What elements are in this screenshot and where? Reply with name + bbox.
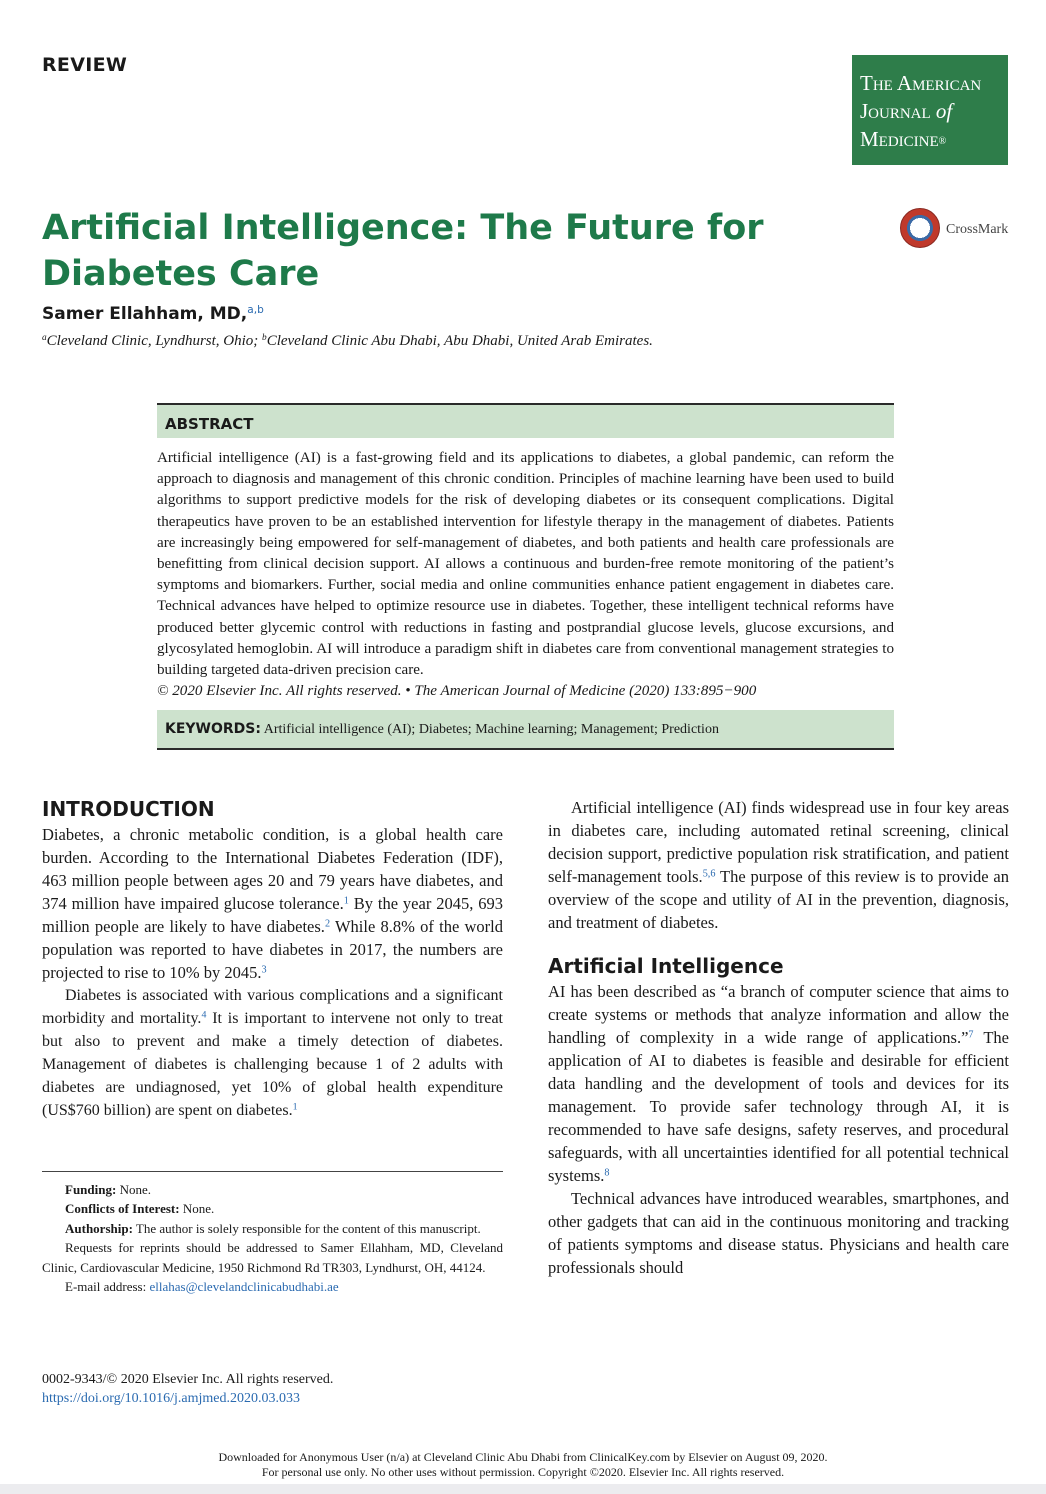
article-title: Artificial Intelligence: The Future for Diabetes Care — [42, 208, 764, 294]
journal-logo-of: of — [935, 99, 953, 123]
introduction-paragraph-2 — [42, 984, 503, 1122]
introduction-heading: INTRODUCTION — [42, 797, 215, 821]
conflicts-label: Conflicts of Interest: — [65, 1201, 180, 1217]
download-notice-line-2: For personal use only. No other uses without permission. Copyright ©2020. Elsevier Inc. All rights reserved. — [261, 1465, 785, 1479]
introduction-paragraph-1 — [42, 823, 503, 984]
email-label: E-mail address: — [65, 1279, 150, 1295]
citation-link[interactable]: 4 — [201, 1009, 207, 1021]
journal-logo-line-3: Medicine — [860, 127, 939, 151]
citation-link[interactable]: 3 — [261, 964, 267, 976]
author-affiliation-marks[interactable]: a,b — [247, 304, 264, 317]
affiliation-b: Cleveland Clinic Abu Dhabi, Abu Dhabi, United Arab Emirates. — [266, 333, 653, 349]
citation-link[interactable]: 7 — [968, 1029, 974, 1041]
journal-logo-line-1: The American — [860, 71, 982, 95]
crossmark-label: CrossMark — [946, 222, 1009, 237]
authorship-label: Authorship: — [65, 1220, 133, 1236]
text-run: The application of AI to diabetes is feasible and desirable for efficient data handling and the development of tools and devices for its management. To provide safer technology through AI, it is recommended to have safe designs, safety reserves, and procedural safeguards, with all uncertainties identified for all potential technical systems. — [548, 1028, 1009, 1185]
citation-link[interactable]: 1 — [292, 1101, 298, 1113]
registered-mark: ® — [938, 136, 947, 147]
citation-link[interactable]: 1 — [343, 895, 349, 907]
keywords-list: Artificial intelligence (AI); Diabetes; Machine learning; Management; Prediction — [263, 722, 719, 738]
author-name: Samer Ellahham, MD, — [42, 304, 248, 324]
abstract-copyright: © 2020 Elsevier Inc. All rights reserved. • The American Journal of Medicine (2020) 133:895−900 — [157, 683, 757, 700]
abstract-text: Artificial intelligence (AI) is a fast-growing field and its applications to diabetes, a global pandemic, can reform the approach to diagnosis and management of this chronic condition. Principles of machine learning have been used to build algorithms to support predictive models for the risk of developing diabetes or its consequent complications. Digital therapeutics have proven to be an established intervention for lifestyle therapy in the management of diabetes. Patients are increasingly being empowered for self-management of diabetes, and both patients and health care professionals are benefitting from clinical decision support. AI allows a continuous and burden-free remote monitoring of the patient’s symptoms and biomarkers. Further, social media and online communities enhance patient engagement in diabetes care. Technical advances have helped to optimize resource use in diabetes. Together, these intelligent technical reforms have produced better glycemic control with reductions in fasting and postprandial glucose levels, glucose excursions, and glycosylated hemoglobin. AI will introduce a paradigm shift in diabetes care from conventional management strategies to building targeted data-driven precision care. — [157, 450, 894, 679]
ai-paragraph-1 — [548, 980, 1009, 1187]
affiliation-mark-a: a — [42, 332, 47, 343]
ai-paragraph-2: Technical advances have introduced wearables, smartphones, and other gadgets that can aid in the continuous monitoring and tracking of patients symptoms and disease status. Physicians and health care professionals should — [548, 1189, 1009, 1277]
text-run: Artificial intelligence (AI) finds widespread use in four key areas in diabetes care, including automated retinal screening, clinical decision support, predictive population risk stratification, and patient self-management tools. — [548, 798, 1009, 886]
authorship-value: The author is solely responsible for the content of this manuscript. — [132, 1220, 481, 1236]
text-run: The purpose of this review is to provide an overview of the scope and utility of AI in the prevention, diagnosis, and treatment of diabetes. — [548, 867, 1009, 932]
affiliation-a: Cleveland Clinic, Lyndhurst, Ohio; — [46, 333, 263, 349]
right-column — [548, 796, 1009, 1279]
authorship-note — [42, 1219, 503, 1238]
issn-line: 0002-9343/© 2020 Elsevier Inc. All rights reserved. — [42, 1372, 334, 1387]
footnote-divider — [42, 1171, 503, 1172]
funding-label: Funding: — [65, 1182, 117, 1197]
journal-logo-line-2: Journal — [860, 99, 931, 123]
funding-value: None. — [116, 1182, 151, 1197]
affiliations — [42, 333, 653, 350]
funding-note — [42, 1180, 503, 1199]
crossmark-badge[interactable] — [900, 208, 1020, 252]
left-column — [42, 796, 503, 1122]
email-link[interactable]: ellahas@clevelandclinicabudhabi.ae — [149, 1279, 339, 1295]
keywords-bar — [157, 710, 894, 750]
email-note — [42, 1277, 503, 1296]
abstract-heading: ABSTRACT — [157, 403, 894, 438]
text-run: Diabetes is associated with various complications and a significant morbidity and mortality. — [42, 987, 503, 1027]
download-notice — [0, 1450, 1046, 1480]
download-notice-line-1: Downloaded for Anonymous User (n/a) at Cleveland Clinic Abu Dhabi from ClinicalKey.com by Elsevier on August 09, 2020. — [218, 1450, 828, 1464]
text-run: It is important to intervene not only to treat but also to prevent and make a timely detection of diabetes. Management of diabetes is challenging because 1 of 2 adults with diabetes are undiagnosed, yet 10% of global health expenditure (US$760 billion) are spent on diabetes. — [42, 1010, 503, 1119]
text-run: Diabetes, a chronic metabolic condition, is a global health care burden. According to the International Diabetes Federation (IDF), 463 million people between ages 20 and 79 years have diabetes, and 374 million have impaired glucose tolerance. — [42, 825, 503, 913]
journal-logo — [852, 55, 1008, 165]
text-run: AI has been described as “a branch of computer science that aims to create systems or methods that analyze information and allow the handling of complexity in a wide range of applications.” — [548, 982, 1009, 1047]
conflicts-note — [42, 1199, 503, 1218]
citation-link[interactable]: 5,6 — [702, 868, 716, 880]
conflicts-value: None. — [179, 1201, 215, 1217]
text-run: By the year 2045, 693 million people are likely to have diabetes. — [42, 894, 503, 936]
ai-section-heading: Artificial Intelligence — [548, 954, 784, 978]
crossmark-icon — [900, 208, 940, 248]
doi-link[interactable]: https://doi.org/10.1016/j.amjmed.2020.03.033 — [42, 1391, 300, 1406]
abstract-box — [157, 403, 894, 750]
citation-link[interactable]: 2 — [324, 918, 331, 930]
article-type-label: REVIEW — [42, 54, 128, 76]
viewer-bottom-bar — [0, 1484, 1046, 1494]
reprints-note: Requests for reprints should be addressed to Samer Ellahham, MD, Cleveland Clinic, Cardiovascular Medicine, 1950 Richmond Rd TR303, Lyndhurst, OH, 44124. — [42, 1240, 503, 1275]
citation-link[interactable]: 8 — [604, 1167, 610, 1179]
text-run: While 8.8% of the world population was reported to have diabetes in 2017, the numbers are projected to rise to 10% by 2045. — [42, 917, 503, 982]
right-paragraph-1 — [548, 796, 1009, 934]
author-line — [42, 304, 264, 324]
keywords-label: KEYWORDS: — [165, 721, 261, 738]
affiliation-mark-b: b — [262, 332, 267, 343]
publication-info — [42, 1370, 333, 1408]
footnotes — [42, 1180, 503, 1296]
